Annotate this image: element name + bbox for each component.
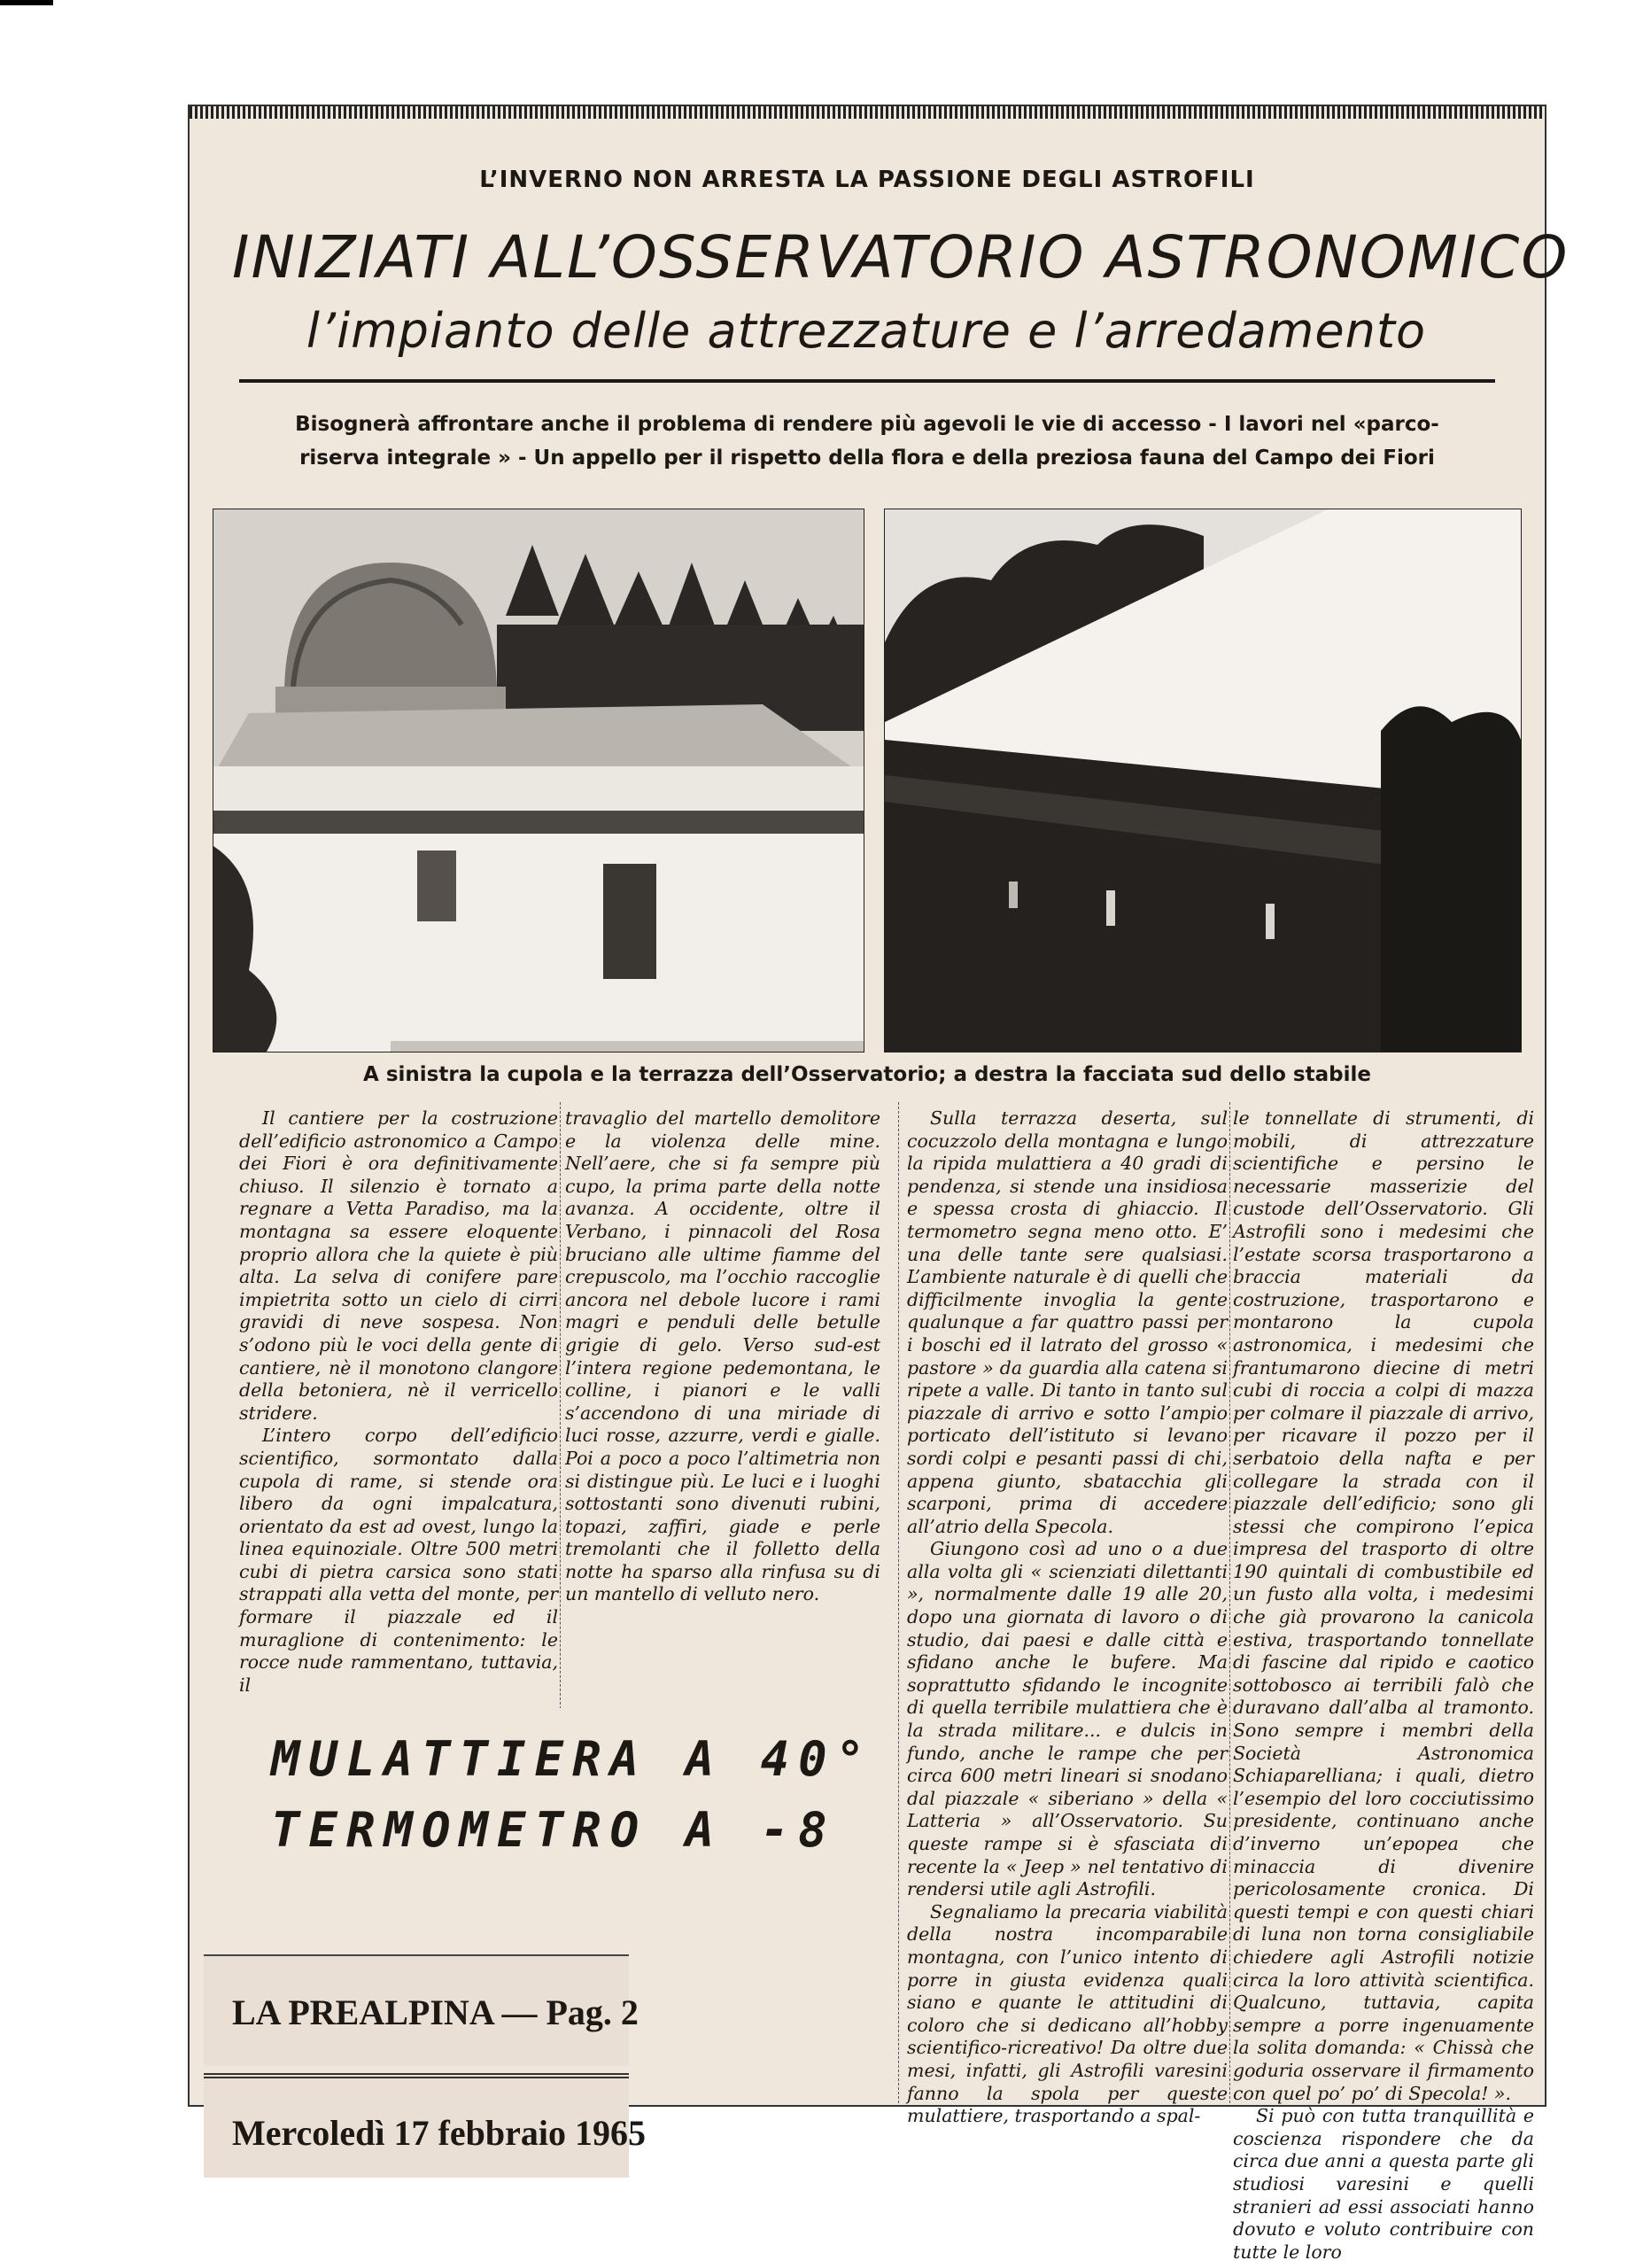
article-paragraph: Si può con tutta tranquillità e coscienza rispondere che da circa due anni a questa parte gli studiosi varesini e quelli stranieri ad essi associati hanno dovuto e voluto contribuire con tutte le loro (1233, 2105, 1534, 2263)
section-subhead (239, 1708, 880, 1876)
article-column-1 (239, 1107, 558, 1697)
top-border-hatch (190, 106, 1545, 119)
article-column-3 (907, 1107, 1228, 2128)
date-tag (204, 2073, 646, 2178)
headline: INIZIATI ALL’OSSERVATORIO ASTRONOMICO (232, 223, 1570, 291)
scan-corner-mark (0, 0, 53, 5)
publication-date: Mercoledì 17 febbraio 1965 (232, 2113, 646, 2153)
article-paragraph: le tonnellate di strumenti, di mobili, di attrezzature scientifiche e persino le necessarie masserizie del custode dell’Osservatorio. Gli Astrofili sono i medesimi che l’estate scorsa trasportarono a braccia materiali da costruzione, trasportarono e montarono la cupola astronomica, i medesimi che frantumarono diecine di metri cubi di roccia a colpi di mazza per colmare il piazzale di arrivo, per ricavare il pozzo per il serbatoio della nafta e per collegare la strada con il piazzale dell’edificio; sono gli stessi che compirono l’epica impresa del trasporto di oltre 190 quintali di combustibile ed un fusto alla volta, i medesimi che già provarono la canicola estiva, trasportando tonnellate di fascine dal ripido e caotico sottobosco ai terribili falò che duravano dall’alba al tramonto. Sono sempre i membri della Società Astronomica Schiaparelliana; i quali, dietro l’esempio del loro cocciutissimo presidente, continuano anche d’inverno un’epopea che minaccia di divenire pericolosamente cronica. Di questi tempi e con questi chiari di luna non torna consigliabile chiedere agli Astrofili notizie circa la loro attività scientifica. Qualcuno, tuttavia, capita sempre a porre ingenuamente la solita domanda: « Chissà che goduria osservare il firmamento con quel po’ po’ di Specola! ». (1233, 1107, 1534, 2104)
masthead-tag (204, 1954, 639, 2066)
summary (216, 408, 1518, 475)
subhead-line: TERMOMETRO A -8 (271, 1802, 836, 1858)
summary-line: riserva integrale » - Un appello per il rispetto della flora e della preziosa fauna del Campo dei Fiori (299, 447, 1435, 470)
paper-name-page: LA PREALPINA — Pag. 2 (232, 1992, 639, 2032)
subhead-line: MULATTIERA A 40° (271, 1731, 874, 1787)
article-paragraph: Segnaliamo la precaria viabilità della nostra incomparabile montagna, con l’unico intento di porre in giusta evidenza quali siano e quante le attitudini di coloro che si dedicano all’hobby scientifico-ricreativo! Da oltre due mesi, infatti, gli Astrofili varesini fanno la spola per queste mulattiere, trasportando a spal- (907, 1900, 1228, 2127)
column-divider (898, 1102, 899, 2103)
article-paragraph: Il cantiere per la costruzione dell’edificio astronomico a Campo dei Fiori è ora definitivamente chiuso. Il silenzio è tornato a regnare a Vetta Paradiso, ma la montagna sa essere eloquente proprio allora che la quiete è più alta. La selva di conifere pare impietrita sotto un cielo di cirri gravidi di neve sospesa. Non s’odono più le voci della gente di cantiere, nè il monotono clangore della betoniera, nè il verricello stridere. (239, 1107, 558, 1424)
photo-observatory-dome (213, 509, 864, 1052)
column-divider (1229, 1102, 1230, 2103)
article-column-4 (1233, 1107, 1534, 2264)
summary-line: Bisognerà affrontare anche il problema di rendere più agevoli le vie di accesso - I lavori nel «parco- (295, 413, 1439, 436)
kicker: L’INVERNO NON ARRESTA LA PASSIONE DEGLI ASTROFILI (479, 167, 1255, 193)
photo-caption: A sinistra la cupola e la terrazza dell’Osservatorio; a destra la facciata sud dello stabile (363, 1063, 1371, 1086)
subheadline: l’impianto delle attrezzature e l’arredamento (306, 303, 1427, 359)
article-paragraph: Sulla terrazza deserta, sul cocuzzolo della montagna e lungo la ripida mulattiera a 40 gradi di pendenza, si stende una insidiosa e spessa crosta di ghiaccio. Il termometro segna meno otto. E’ una delle tante sere qualsiasi. L’ambiente naturale è di quelli che difficilmente invoglia la gente qualunque a far quattro passi per i boschi ed il latrato del grosso « pastore » da guardia alla catena si ripete a valle. Di tanto in tanto sul piazzale di arrivo e sotto l’ampio porticato dell’istituto si levano sordi colpi e pesanti passi di chi, appena giunto, sbatacchia gli scarponi, prima di accedere all’atrio della Specola. (907, 1107, 1228, 1537)
article-paragraph: Giungono così ad uno o a due alla volta gli « scienziati dilettanti », normalmente dalle 19 alle 20, dopo una giornata di lavoro o di studio, dai paesi e dalle città e sfidano anche le bufere. Ma soprattutto sfidando le incognite di quella terribile mulattiera che è la strada militare... e dulcis in fundo, anche le rampe che per circa 600 metri lineari si snodano dal piazzale « siberiano » della « Latteria » all’Osservatorio. Su queste rampe si è sfasciata di recente la « Jeep » nel tentativo di rendersi utile agli Astrofili. (907, 1538, 1228, 1900)
article-column-2 (565, 1107, 880, 1606)
article-paragraph: L’intero corpo dell’edificio scientifico, sormontato dalla cupola di rame, si stende ora libero da ogni impalcatura, orientato da est ad ovest, lungo la linea equinoziale. Oltre 500 metri cubi di pietra carsica sono stati strappati alla vetta del monte, per formare il piazzale ed il muraglione di contenimento: le rocce nude rammentano, tuttavia, il (239, 1425, 558, 1696)
photo-south-facade (884, 509, 1522, 1052)
column-divider (560, 1102, 561, 1722)
headline-rule (239, 379, 1495, 383)
article-paragraph: travaglio del martello demolitore e la violenza delle mine. Nell’aere, che si fa sempre più cupo, la prima parte della notte avanza. A occidente, oltre il Verbano, i pinnacoli del Rosa bruciano alle ultime fiamme del crepuscolo, ma l’occhio raccoglie ancora nel debole lucore i rami magri e penduli delle betulle grigie di gelo. Verso sud-est l’intera regione pedemontana, le colline, i pianori e le valli s’accendono di una miriade di luci rosse, azzurre, verdi e gialle. Poi a poco a poco l’altimetria non si distingue più. Le luci e i luoghi sottostanti sono divenuti rubini, topazi, zaffiri, giade e perle tremolanti che il folletto della notte ha sparso alla rinfusa su di un mantello di velluto nero. (565, 1107, 880, 1605)
